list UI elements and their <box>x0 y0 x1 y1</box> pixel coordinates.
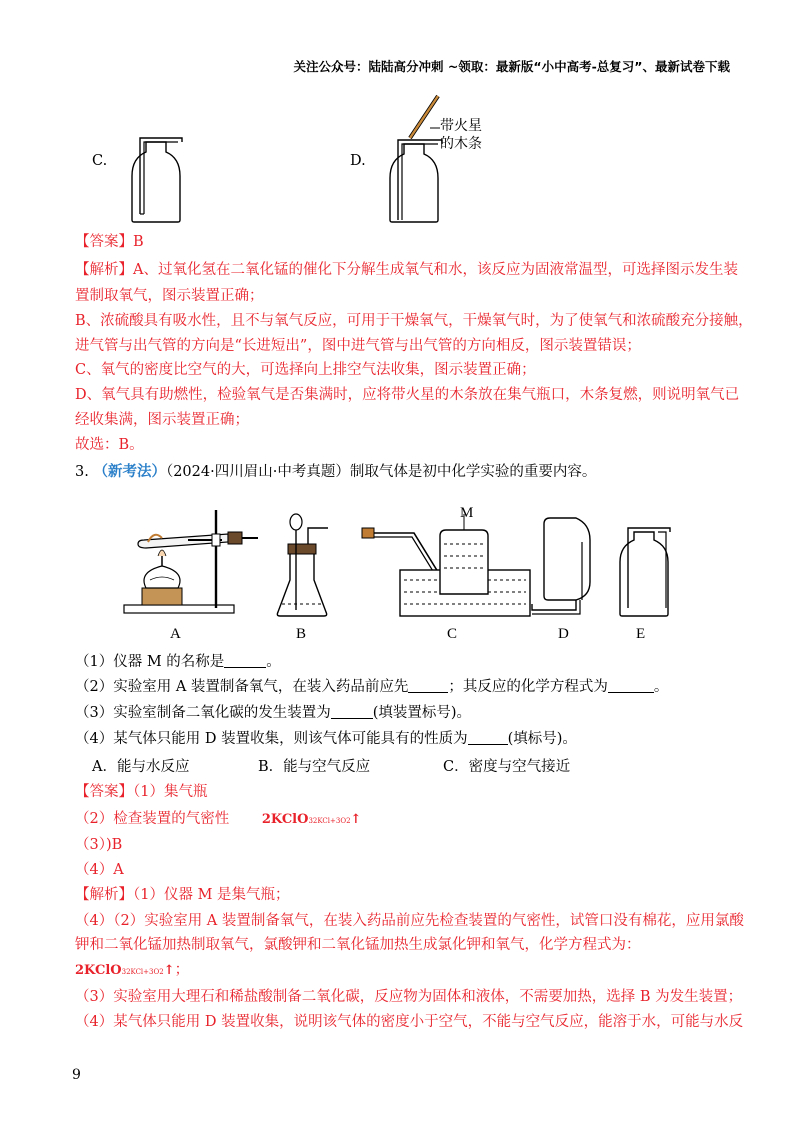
q3-option-b: B．能与空气反应 <box>258 759 371 775</box>
q3-source-stem: （2024·四川眉山·中考真题）制取气体是初中化学实验的重要内容。 <box>165 464 597 480</box>
q2-analysis-line: D、氧气具有助燃性，检验氧气是否集满时，应将带火星的木条放在集气瓶口，木条复燃，则说明氧气已 <box>75 387 740 403</box>
q3-analysis-line: （4）某气体只能用 D 装置收集，说明该气体的密度小于空气，不能与空气反应，能溶于水，可能与水反 <box>75 1014 744 1030</box>
q2-analysis-line: 经收集满，图示装置正确； <box>75 412 249 428</box>
figure-label-a: A <box>170 626 181 642</box>
q3-analysis-line: （3）实验室用大理石和稀盐酸制备二氧化碳，反应物为固体和液体，不需要加热，选择 B 为发生装置； <box>75 989 743 1005</box>
chemical-equation: 2KClO32KCl+3O2↑ <box>75 963 175 978</box>
q3-tag: （新考法） <box>93 463 166 480</box>
gas-bottle-c-figure <box>118 128 198 224</box>
splint-annotation-line2: 的木条 <box>440 136 482 152</box>
figure-label-c: C <box>447 626 458 642</box>
q3-number: 3. <box>75 464 89 480</box>
splint-annotation-line1: 带火星 <box>440 118 482 134</box>
apparatus-e <box>620 528 670 616</box>
label-m: M <box>460 505 474 521</box>
q3-analysis-line: 钾和二氧化锰加热制取氧气，氯酸钾和二氧化锰加热生成氯化钾和氧气，化学方程式为： <box>75 937 641 953</box>
q2-analysis-line: 故选：B。 <box>75 437 144 453</box>
q2-analysis-line: C、氧气的密度比空气的大，可选择向上排空气法收集，图示装置正确； <box>75 362 536 378</box>
q3-apparatus-figure <box>118 500 678 650</box>
q3-option-a: A．能与水反应 <box>92 759 190 775</box>
apparatus-a <box>124 510 258 613</box>
q3-sub4: （4）某气体只能用 D 装置收集，则该气体可能具有的性质为 (填标号)。 <box>75 731 577 747</box>
q3-option-c: C．密度与空气接近 <box>443 759 571 775</box>
page-header: 关注公众号：陆陆高分冲刺 ~领取：最新版“小中高考-总复习”、最新试卷下载 <box>293 59 730 74</box>
q3-answer-2: （2）检查装置的气密性 2KClO32KCl+3O2↑ <box>75 811 362 827</box>
answer-blank[interactable] <box>224 653 266 668</box>
apparatus-d <box>532 518 590 614</box>
q3-sub1: （1）仪器 M 的名称是 。 <box>75 654 281 670</box>
splint-annotation <box>440 117 482 153</box>
apparatus-b <box>277 514 328 616</box>
q2-analysis-line: 进气管与出气管的方向是“长进短出”，图中进气管与出气管的方向相反，图示装置错误； <box>75 338 641 354</box>
answer-blank[interactable] <box>331 704 373 719</box>
q3-answer-3: （3）)B <box>75 837 123 853</box>
figure-label-d: D <box>558 626 569 642</box>
answer-blank[interactable] <box>608 678 654 693</box>
q2-analysis-line: 置制取氧气，图示装置正确； <box>75 288 264 304</box>
option-d-label: D. <box>350 153 366 169</box>
chemical-equation: 2KClO32KCl+3O2↑ <box>261 812 362 827</box>
figure-label-e: E <box>636 626 646 642</box>
apparatus-c <box>362 514 530 616</box>
q3-sub2: （2）实验室用 A 装置制备氧气，在装入药品前应先 ；其反应的化学方程式为 。 <box>75 679 669 695</box>
q2-analysis-line: B、浓硫酸具有吸水性，且不与氧气反应，可用于干燥氧气，干燥氧气时，为了使氧气和浓硫酸充分接触， <box>75 313 753 329</box>
answer-blank[interactable] <box>468 730 508 745</box>
option-c-label: C. <box>92 153 108 169</box>
q3-sub3: （3）实验室制备二氧化碳的发生装置为 (填装置标号)。 <box>75 705 472 721</box>
page-number: 9 <box>72 1067 81 1083</box>
q3-analysis-equation: 2KClO32KCl+3O2↑； <box>75 962 190 978</box>
q2-analysis-line: 【解析】A、过氧化氢在二氧化锰的催化下分解生成氧气和水，该反应为固液常温型，可选择图示发生装 <box>75 262 738 278</box>
q3-answer-4: （4）A <box>75 862 124 878</box>
figure-label-b: B <box>296 626 307 642</box>
q3-analysis-line: （4）（2）实验室用 A 装置制备氧气，在装入药品前应先检查装置的气密性，试管口没有棉花，应用氯酸 <box>75 913 744 929</box>
answer-blank[interactable] <box>408 678 448 693</box>
gas-bottle-d-figure <box>376 92 486 226</box>
q2-answer: 【答案】B <box>75 234 144 250</box>
q3-answer-1: 【答案】（1）集气瓶 <box>75 784 208 800</box>
q3-analysis-line: 【解析】（1）仪器 M 是集气瓶； <box>75 887 290 903</box>
q3-stem <box>75 461 596 483</box>
